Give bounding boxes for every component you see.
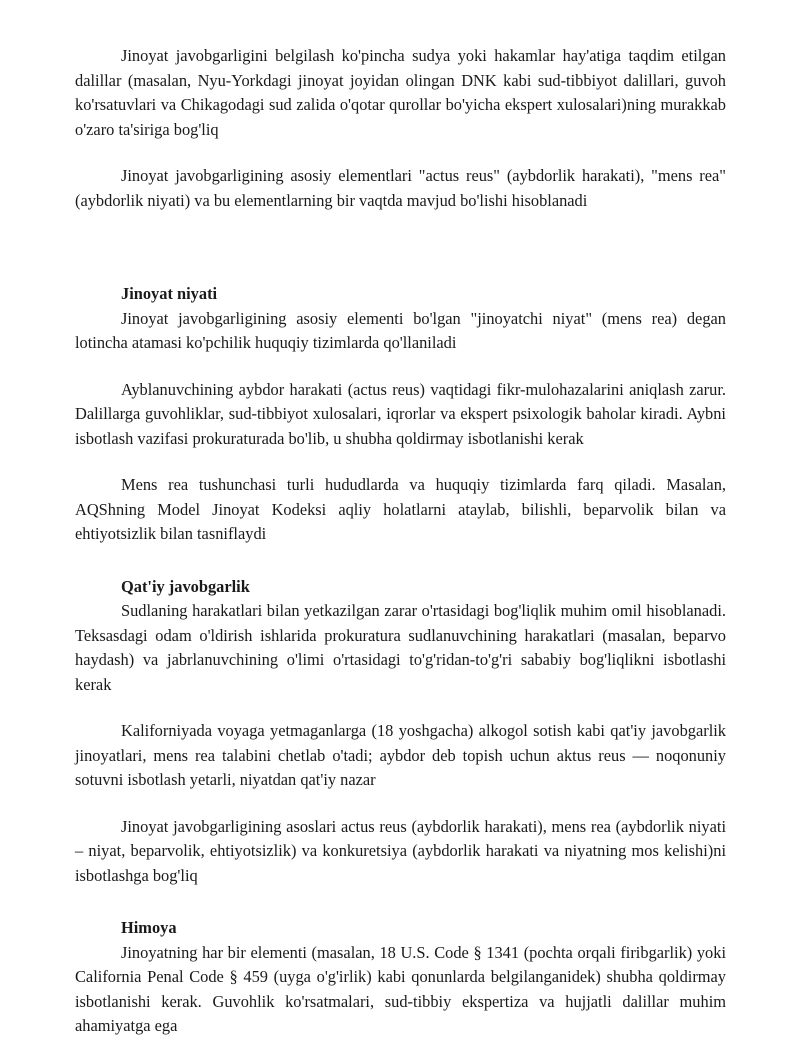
intro-paragraph-2: Jinoyat javobgarligining asosiy elementlari "actus reus" (aybdorlik harakati), "mens rea" (aybdorlik niyati) va bu elementlarning bir vaqtda mavjud bo'lishi hisoblanadi [75,166,726,210]
section-heading-criminal-intent: Jinoyat niyati [121,284,218,303]
section2-paragraph-3: Jinoyat javobgarligining asoslari actus reus (aybdorlik harakati), mens rea (aybdorlik niyati – niyat, beparvolik, ehtiyotsizlik) va konkuretsiya (aybdorlik harakati va niyatning mos kelishi)ni isbotlashga bog'liq [75,816,726,885]
section2-paragraph-2: Kaliforniyada voyaga yetmaganlarga (18 yoshgacha) alkogol sotish kabi qat'iy javobgarlik jinoyatlari, mens rea talabini chetlab o'tadi; aybdor deb topish uchun aktus reus — noqonuniy sotuvni isbotlash yetarli, niyatdan qat'iy nazar [75,721,726,789]
section1-paragraph-1: Jinoyat javobgarligining asosiy elementi bo'lgan "jinoyatchi niyat" (mens rea) degan lotincha atamasi ko'pchilik huquqiy tizimlarda qo'llaniladi [75,308,726,352]
document-page [75,44,726,1061]
section-heading-defense: Himoya [121,918,177,937]
intro-paragraph-1: Jinoyat javobgarligini belgilash ko'pincha sudya yoki hakamlar hay'atiga taqdim etilgan dalillar (masalan, Nyu-Yorkdagi jinoyat joyidan olingan DNK kabi sud-tibbiyot dalillari, guvoh ko'rsatuvlari va Chikagodagi sud zalida o'qotar qurollar bo'yicha ekspert xulosalari)ning murakkab o'zaro ta'siriga bog'liq [75,46,726,139]
section2-paragraph-1: Sudlaning harakatlari bilan yetkazilgan zarar o'rtasidagi bog'liqlik muhim omil hisoblanadi. Teksasdagi odam o'ldirish ishlarida prokuratura sudlanuvchining harakatlari (masalan, beparvo haydash) va jabrlanuvchining o'limi o'rtasidagi to'g'ridan-to'g'ri sababiy bog'liqlikni isbotlashi kerak [75,601,726,694]
section3-paragraph-1: Jinoyatning har bir elementi (masalan, 18 U.S. Code § 1341 (pochta orqali firibgarlik) yoki California Penal Code § 459 (uyga o'g'irlik) kabi qonunlarda belgilanganidek) shubha qoldirmay isbotlanishi kerak. Guvohlik ko'rsatmalari, sud-tibbiy ekspertiza va hujjatli dalillar muhim ahamiyatga ega [75,942,726,1035]
blank-gap [75,235,726,282]
section1-paragraph-3: Mens rea tushunchasi turli hududlarda va huquqiy tizimlarda farq qiladi. Masalan, AQShning Model Jinoyat Kodeksi aqliy holatlarni ataylab, bilishli, beparvolik bilan va ehtiyotsizlik bilan tasniflaydi [75,475,726,543]
section-heading-strict-liability: Qat'iy javobgarlik [121,576,250,596]
section1-paragraph-2: Ayblanuvchining aybdor harakati (actus reus) vaqtidagi fikr-mulohazalarini aniqlash zarur. Dalillarga guvohliklar, sud-tibbiyot xulosalari, iqrorlar va ekspert psixologik baholar kiradi. Aybni isbotlash vazifasi prokuraturada bo'lib, u shubha qoldirmay isbotlanishi kerak [75,379,726,448]
